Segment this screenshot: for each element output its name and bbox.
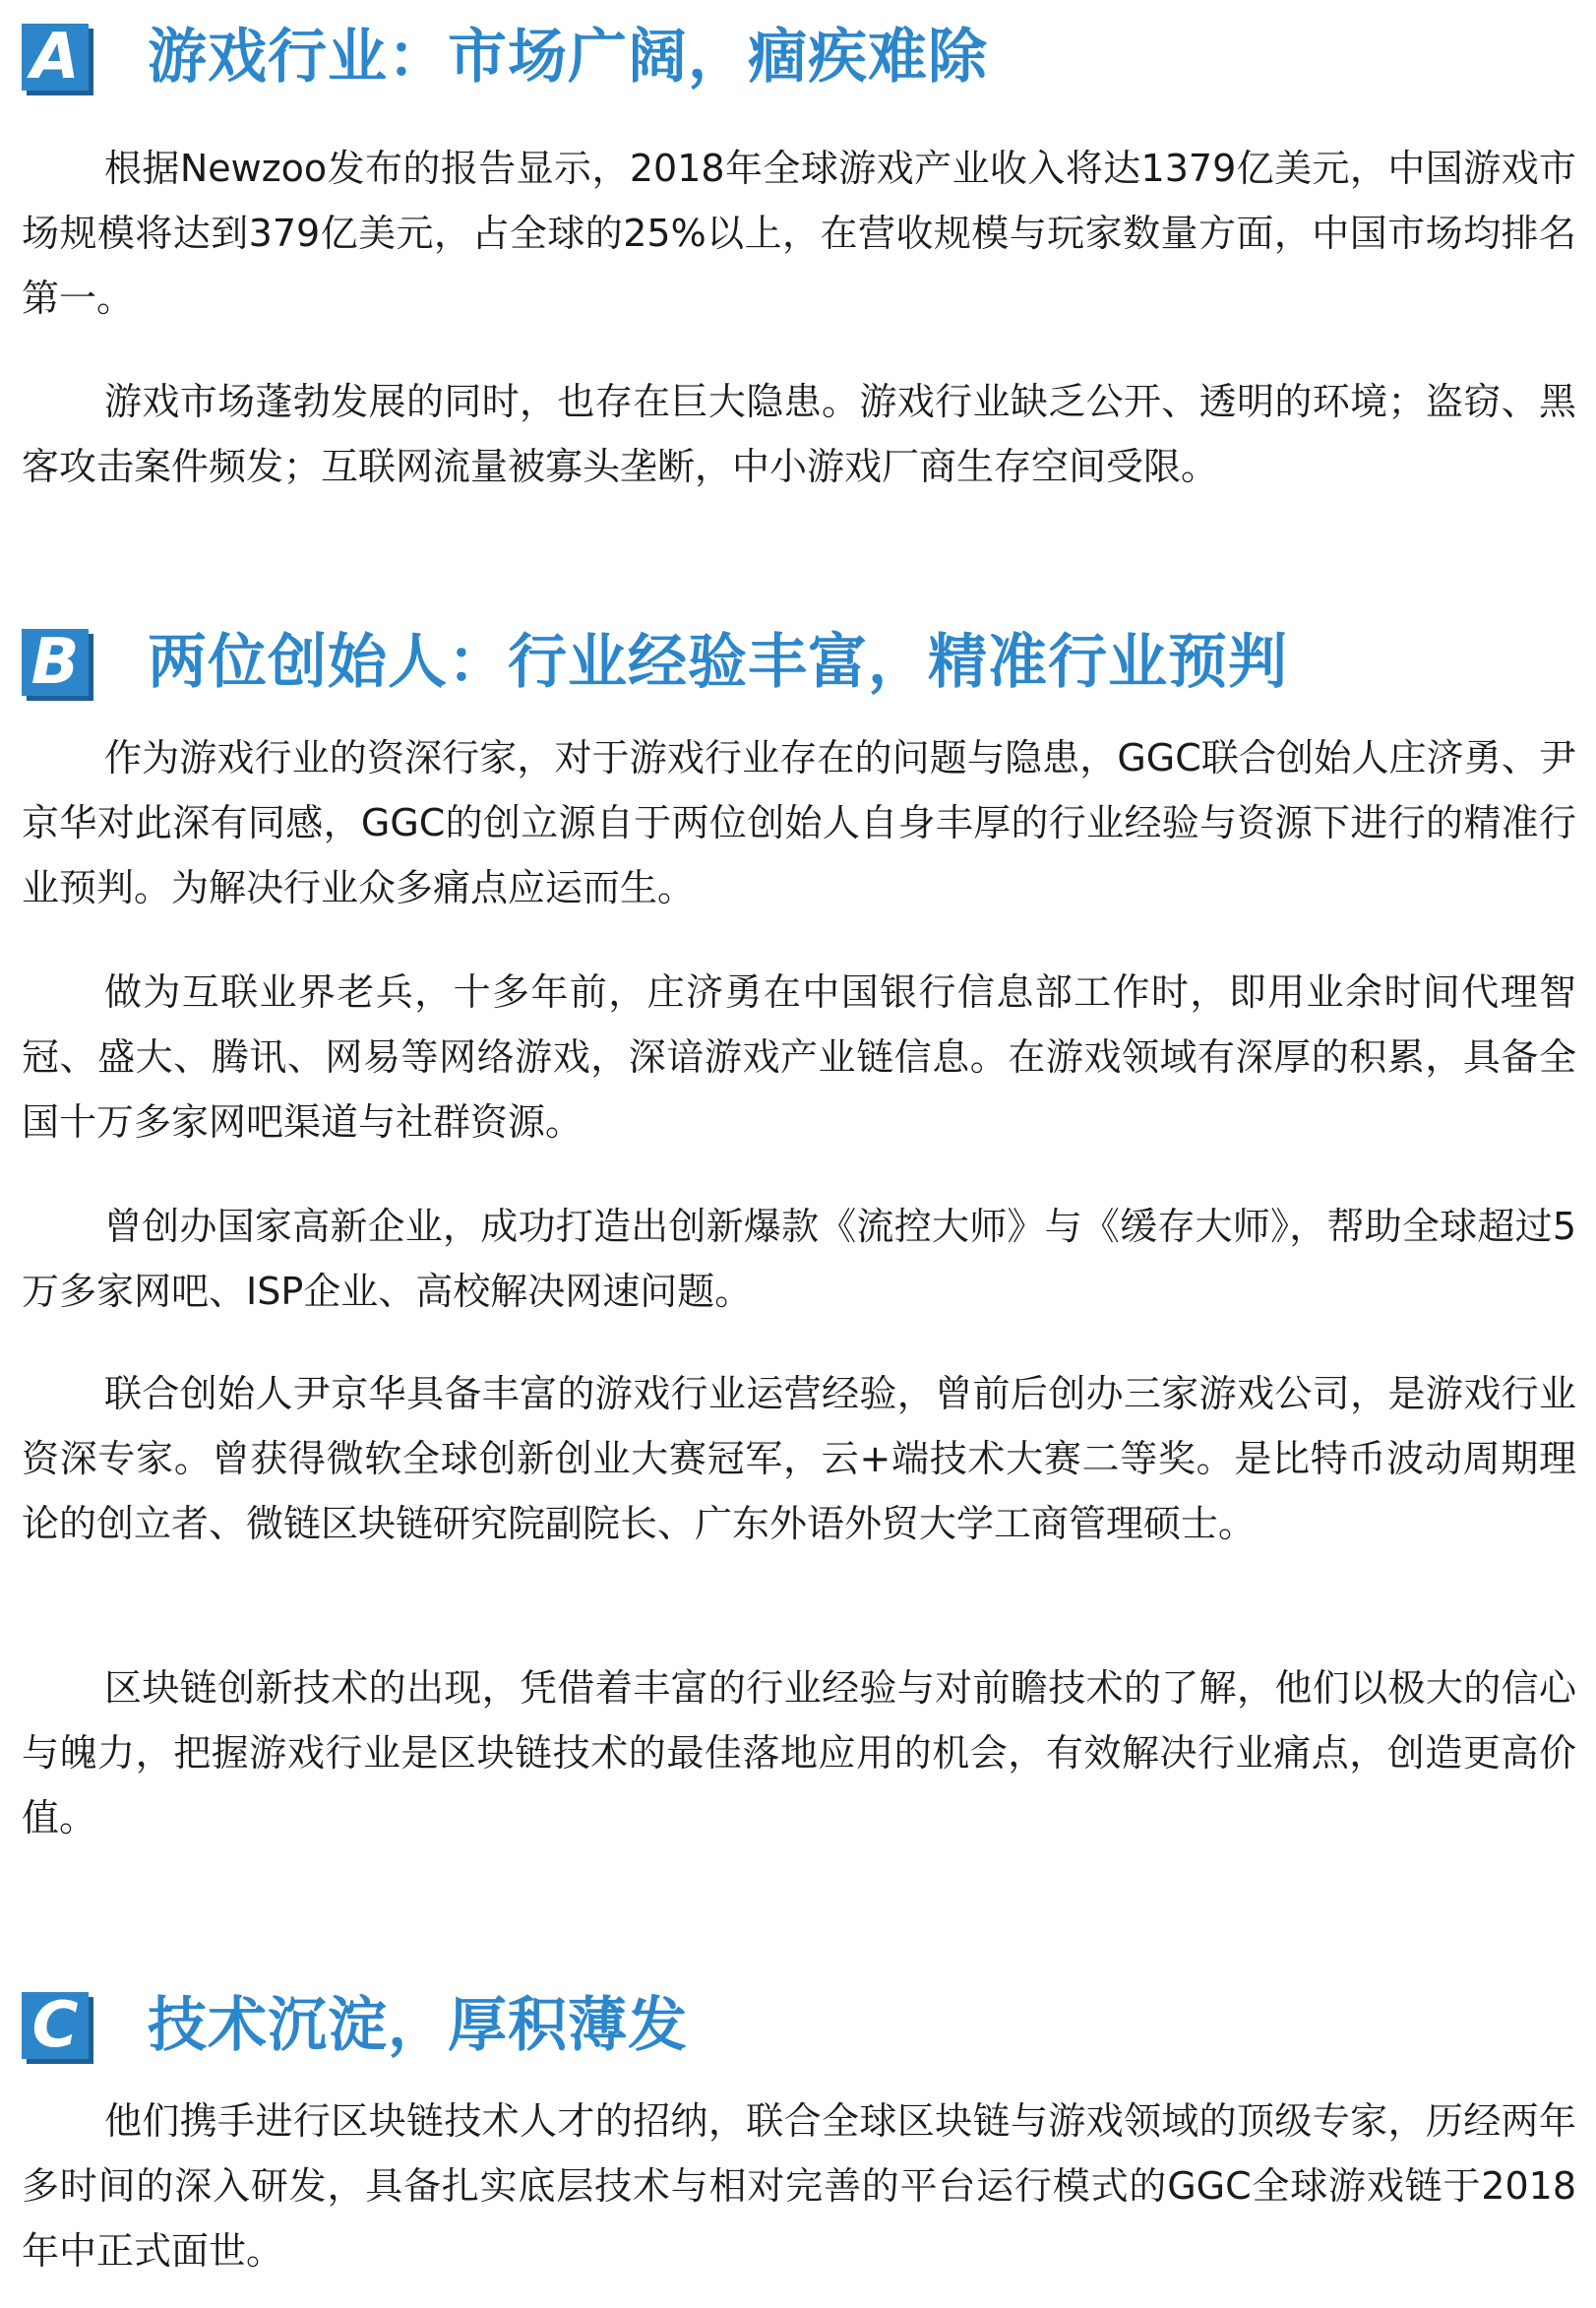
section-title: 技术沉淀，厚积薄发 (148, 1991, 688, 2060)
section-c (22, 1978, 1576, 2273)
section-header (22, 10, 1576, 104)
section-header (22, 615, 1576, 710)
section-title: 游戏行业：市场广阔，痼疾难除 (148, 23, 988, 92)
paragraph: 区块链创新技术的出现，凭借着丰富的行业经验与对前瞻技术的了解，他们以极大的信心与魄力，把握游戏行业是区块链技术的最佳落地应用的机会，有效解决行业痛点，创造更高价值。 (22, 1666, 1576, 1840)
section-letter-badge: B (22, 629, 89, 696)
paragraph: 游戏市场蓬勃发展的同时，也存在巨大隐患。游戏行业缺乏公开、透明的环境；盗窃、黑客攻击案件频发；互联网流量被寡头垄断，中小游戏厂商生存空间受限。 (22, 380, 1576, 488)
section-b (22, 615, 1576, 1840)
paragraph: 作为游戏行业的资深行家，对于游戏行业存在的问题与隐患，GGC联合创始人庄济勇、尹京华对此深有同感，GGC的创立源自于两位创始人自身丰厚的行业经验与资源下进行的精准行业预判。为解决行业众多痛点应运而生。 (22, 736, 1576, 909)
paragraph: 他们携手进行区块链技术人才的招纳，联合全球区块链与游戏领域的顶级专家，历经两年多时间的深入研发，具备扎实底层技术与相对完善的平台运行模式的GGC全球游戏链于2018年中正式面世。 (22, 2099, 1576, 2273)
paragraph: 曾创办国家高新企业，成功打造出创新爆款《流控大师》与《缓存大师》，帮助全球超过5万多家网吧、ISP企业、高校解决网速问题。 (22, 1205, 1576, 1313)
paragraph: 根据Newzoo发布的报告显示，2018年全球游戏产业收入将达1379亿美元，中国游戏市场规模将达到379亿美元，占全球的25%以上，在营收规模与玩家数量方面，中国市场均排名第一。 (22, 147, 1576, 320)
section-title: 两位创始人：行业经验丰富，精准行业预判 (148, 628, 1288, 697)
section-letter-badge: C (22, 1992, 89, 2059)
paragraph: 联合创始人尹京华具备丰富的游戏行业运营经验，曾前后创办三家游戏公司，是游戏行业资深专家。曾获得微软全球创新创业大赛冠军，云+端技术大赛二等奖。是比特币波动周期理论的创立者、微链区块链研究院副院长、广东外语外贸大学工商管理硕士。 (22, 1372, 1576, 1545)
paragraph: 做为互联业界老兵，十多年前，庄济勇在中国银行信息部工作时，即用业余时间代理智冠、盛大、腾讯、网易等网络游戏，深谙游戏产业链信息。在游戏领域有深厚的积累，具备全国十万多家网吧渠道与社群资源。 (22, 970, 1576, 1144)
section-letter-badge: A (22, 24, 89, 91)
section-header (22, 1978, 1576, 2073)
section-a (22, 10, 1576, 488)
